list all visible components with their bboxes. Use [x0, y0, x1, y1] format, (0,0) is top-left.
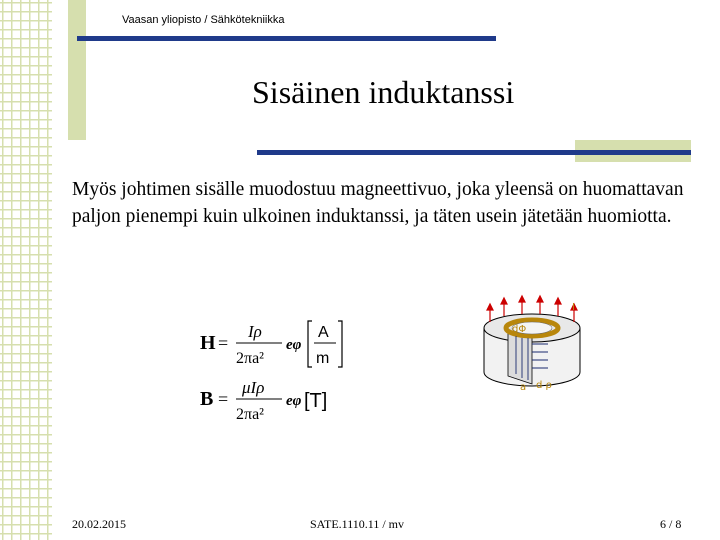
title-bar-top: [77, 36, 496, 41]
label-drho: d ρ: [536, 380, 552, 391]
formula-b-vec: eφ: [286, 393, 302, 409]
conductor-diagram: [478, 294, 588, 394]
formula-h-den: 2πa²: [236, 350, 264, 367]
formula-b-den: 2πa²: [236, 406, 264, 423]
title-bar-bottom: [257, 150, 691, 155]
formula-h: [198, 317, 358, 371]
olive-block-left: [68, 0, 86, 140]
label-current: I: [572, 302, 575, 313]
formula-h-eq: =: [218, 333, 229, 353]
bracket-left: [308, 321, 312, 367]
formula-b-unit: [T]: [304, 390, 328, 412]
formula-b-lhs: B: [200, 388, 214, 410]
formula-b-eq: =: [218, 389, 229, 409]
formula-h-vec: eφ: [286, 337, 302, 353]
footer-page-number: 6 / 8: [660, 517, 682, 531]
label-radius: a: [520, 382, 527, 393]
slide-title: Sisäinen induktanssi: [252, 74, 515, 110]
header-institution: Vaasan yliopisto / Sähkötekniikka: [122, 14, 285, 26]
formula-h-lhs: H: [200, 332, 216, 354]
slide-body: Myös johtimen sisälle muodostuu magneettivuo, joka yleensä on huomattavan paljon pienempi kuin ulkoinen induktanssi, ja täten usein jätetään huomiotta.: [72, 179, 684, 227]
bracket-right: [338, 321, 342, 367]
formula-b: [198, 377, 358, 427]
formula-b-num: μIρ: [242, 378, 265, 397]
footer-date: 20.02.2015: [72, 517, 126, 531]
formula-h-unit-num: A: [318, 324, 329, 341]
label-flux: dΦ: [512, 324, 527, 335]
formula-h-num: Iρ: [248, 322, 262, 341]
footer-course: SATE.1110.11 / mv: [310, 517, 405, 531]
formula-h-unit-den: m: [316, 350, 330, 367]
grid-decoration: [0, 0, 52, 540]
